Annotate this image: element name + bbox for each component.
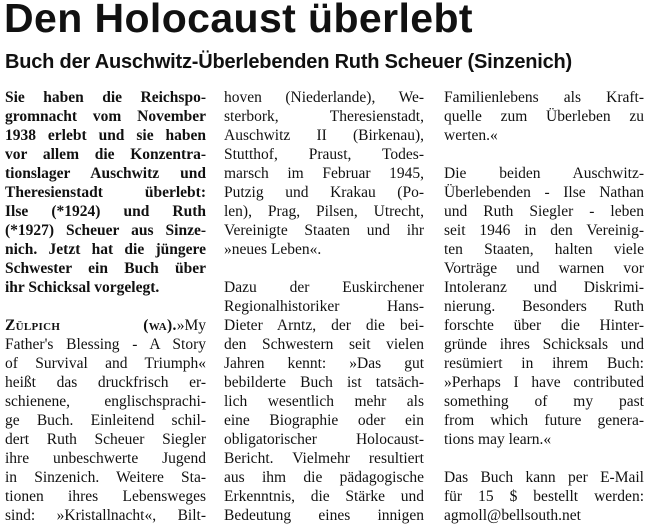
body-line: of Survival and Triumph« (5, 355, 206, 372)
body-line: tions may learn.« (444, 431, 552, 448)
body-line: agmoll@bellsouth.net (444, 507, 581, 524)
lead-line: Ilse (*1924) und Ruth (5, 203, 206, 220)
body-line: sind: »Kristallnacht«, Bilt- (5, 507, 206, 524)
paragraph-survivors (444, 164, 644, 449)
body-line: bebilderte Buch ist tatsäch- (224, 374, 424, 391)
body-line: aus ihm die pädagogische (224, 469, 424, 486)
paragraph-quote-end (444, 88, 644, 145)
body-line: forschte über die Hinter- (444, 317, 644, 334)
body-line: hoven (Niederlande), We- (224, 89, 424, 106)
lead-line: nich. Jetzt hat die jüngere (5, 241, 206, 258)
body-line: Vorträge und warnen vor (444, 260, 644, 277)
body-line: »Perhaps I have contributed (444, 374, 644, 391)
body-line: Bedeutung eines innigen (224, 507, 424, 524)
body-line: schienene, englischsprachi- (5, 393, 206, 410)
body-line: gründe ihres Schicksals und (444, 336, 644, 353)
body-line: sterbork, Theresienstadt, (224, 108, 424, 125)
body-line: Putzig und Krakau (Po- (224, 184, 424, 201)
lead-line: (*1927) Scheuer aus Sinze- (5, 222, 206, 239)
body-line: eine Biographie oder ein (224, 412, 424, 429)
lead-line: 1938 erlebt und sie haben (5, 127, 206, 144)
body-line: Dieter Arntz, der die bei- (224, 317, 424, 334)
article-column-2 (224, 88, 424, 525)
paragraph-stations (224, 88, 424, 259)
article-column-1 (5, 88, 206, 525)
body-line: something of my past (444, 393, 644, 410)
body-line: »neues Leben«. (224, 241, 322, 258)
body-line: Auschwitz II (Birkenau), (224, 127, 424, 144)
body-line: marsch im Februar 1945, (224, 165, 424, 182)
body-line: heißt das druckfrisch er- (5, 374, 206, 391)
article-body-intro (5, 316, 206, 525)
lead-line: tionslager Auschwitz und (5, 165, 206, 182)
lead-line: Sie haben die Reichspo- (5, 89, 206, 106)
body-line: ten Staaten, halten viele (444, 241, 644, 258)
body-line: obligatorischer Holocaust- (224, 431, 424, 448)
body-line: den Schwestern seit vielen (224, 336, 424, 353)
body-line: lich wesentlich mehr als (224, 393, 424, 410)
body-line: Intoleranz und Diskrimi- (444, 279, 644, 296)
body-line: ihre unbeschwerte Jugend (5, 450, 206, 467)
body-line: Dazu der Euskirchener (224, 279, 424, 296)
paragraph-gap (5, 297, 206, 316)
body-line: resümiert in ihrem Buch: (444, 355, 644, 372)
body-line: from which future genera- (444, 412, 644, 429)
body-line: tionen ihres Lebensweges (5, 488, 206, 505)
dateline: Zülpich (wa). (5, 317, 177, 334)
paragraph-order-info (444, 468, 644, 525)
lead-line: ihr Schicksal vorgelegt. (5, 279, 160, 296)
body-line: Regionalhistoriker Hans- (224, 298, 424, 315)
body-line: ge Buch. Einleitend schil- (5, 412, 206, 429)
paragraph-historian-quote (224, 278, 424, 525)
body-text: »My (176, 317, 206, 334)
body-line: Die beiden Auschwitz- (444, 165, 644, 182)
body-line: dert Ruth Scheuer Siegler (5, 431, 206, 448)
body-line: Bericht. Vielmehr resultiert (224, 450, 424, 467)
lead-line: Theresienstadt überlebt: (5, 184, 206, 201)
body-line: Erkenntnis, die Stärke und (224, 488, 424, 505)
article-subheadline: Buch der Auschwitz-Überlebenden Ruth Scheuer (Sinzenich) (5, 51, 573, 73)
body-line: Father's Blessing - A Story (5, 336, 206, 353)
body-line: Stutthof, Praust, Todes- (224, 146, 424, 163)
body-line: in Sinzenich. Weitere Sta- (5, 469, 206, 486)
article-column-3 (444, 88, 644, 525)
paragraph-gap (444, 449, 644, 468)
body-line: Überlebenden - Ilse Nathan (444, 184, 644, 201)
body-line: für 15 $ bestellt werden: (444, 488, 644, 505)
body-line: seit 1946 in den Vereinig- (444, 222, 644, 239)
body-line: len), Prag, Pilsen, Utrecht, (224, 203, 424, 220)
lead-line: vor allem die Konzentra- (5, 146, 206, 163)
body-line: Vereinigte Staaten und ihr (224, 222, 424, 239)
lead-line: Schwester ein Buch über (5, 260, 206, 277)
body-line: Das Buch kann per E-Mail (444, 469, 644, 486)
body-line: Jahren kennt: »Das gut (224, 355, 424, 372)
lead-line: gromnacht vom November (5, 108, 206, 125)
body-line: Familienlebens als Kraft- (444, 89, 644, 106)
article-headline: Den Holocaust überlebt (4, 0, 473, 41)
body-line: werten.« (444, 127, 498, 144)
body-line: quelle zum Überleben zu (444, 108, 644, 125)
article-lead (5, 88, 206, 297)
paragraph-gap (224, 259, 424, 278)
body-line: nierung. Besonders Ruth (444, 298, 644, 315)
paragraph-gap (444, 145, 644, 164)
body-line: und Ruth Siegler - leben (444, 203, 644, 220)
body-line (5, 316, 206, 335)
